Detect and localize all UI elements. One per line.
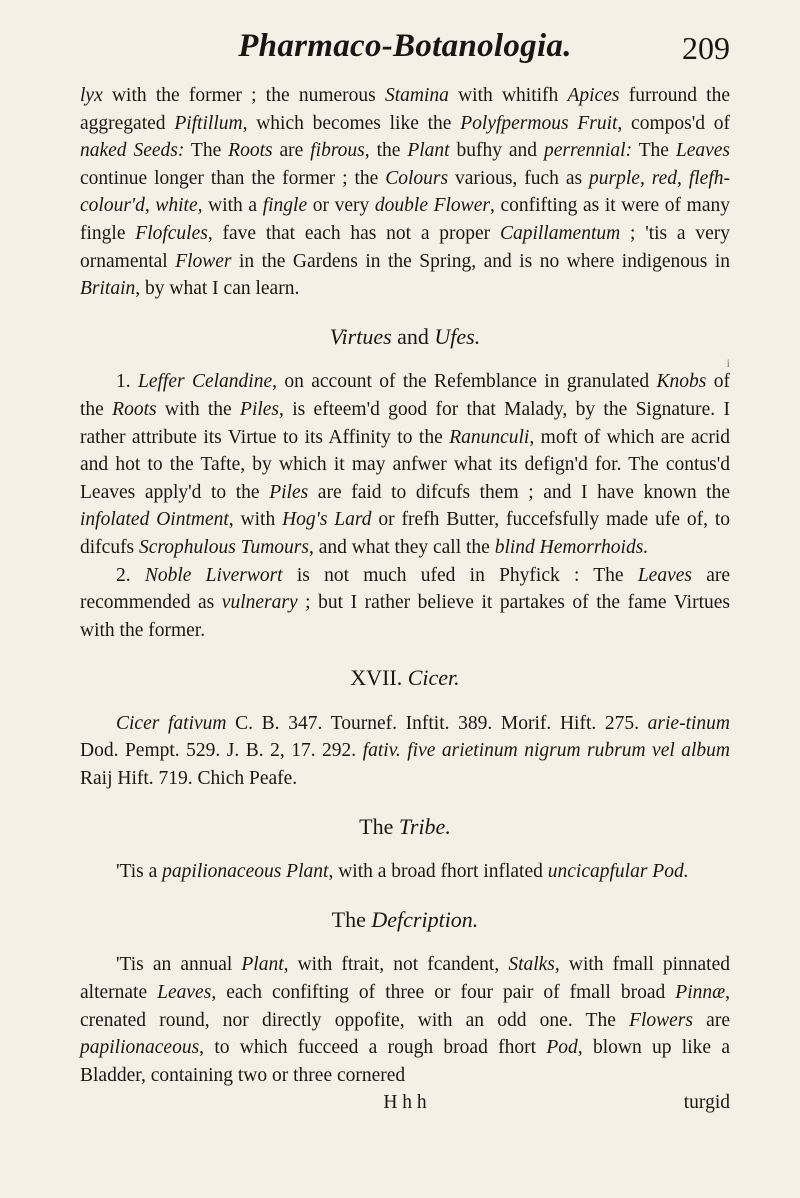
paragraph-virtue-1: 1. Leffer Celandine, on account of the Refemblance in granulated Knobs of the Roots with the Piles, is efteem'd good for that Malady, by the Signature. I rather attribute its Virtue to its Affinity to the Ranunculi, moft of which are acrid and hot to the Tafte, by which it may anfwer what its defign'd for. The contus'd Leaves apply'd to the Piles are faid to difcufs them ; and I have known the infolated Ointment, with Hog's Lard or frefh Butter, fuccefsfully made ufe of, to difcufs Scrophulous Tumours, and what they call the blind Hemorrhoids.: [80, 371, 731, 558]
signature-mark: H h h: [383, 1092, 427, 1114]
catchword: turgid: [683, 1092, 730, 1114]
page-number: 209: [682, 30, 730, 66]
paragraph-synonyms: Cicer fativum C. B. 347. Tournef. Inftit. 389. Morif. Hift. 275. arie-tinum Dod. Pempt. 529. J. B. 2, 17. 292. fativ. five arietinum nigrum rubrum vel album Raij Hift. 719. Chich Peafe.: [80, 712, 731, 790]
description-heading: The Defcription.: [331, 906, 479, 932]
paragraph-description: 'Tis an annual Plant, with ftrait, not fcandent, Stalks, with fmall pinnated alternate Leaves, each confifting of three or four pair of fmall broad Pinnæ, crenated round, nor directly oppofite, with an odd one. The Flowers are papilionaceous, to which fucceed a rough broad fhort Pod, blown up like a Bladder, containing two or three cornered: [80, 954, 731, 1086]
running-head: [80, 28, 730, 82]
body-text: [80, 82, 730, 1117]
paragraph-tribe: 'Tis a papilionaceous Plant, with a broad fhort inflated uncicapfular Pod.: [116, 861, 689, 883]
tribe-heading: The Tribe.: [359, 813, 451, 839]
paragraph-virtue-2: 2. Noble Liverwort is not much ufed in Phyfick : The Leaves are recommended as vulnerary ; but I rather believe it partakes of the fame Virtues with the former.: [80, 564, 731, 641]
running-title: Pharmaco-Botanologia.: [238, 28, 572, 64]
cicer-heading: XVII. Cicer.: [350, 665, 460, 691]
footer-line: [80, 1089, 730, 1117]
paragraph-flower-description: lyx with the former ; the numerous Stamina with whitifh Apices furround the aggregated Piftillum, which becomes like the Polyfpermous Fruit, compos'd of naked Seeds: The Roots are fibrous, the Plant bufhy and perrennial: The Leaves continue longer than the former ; the Colours various, fuch as purple, red, flefh-colour'd, white, with a fingle or very double Flower, confifting as it were of many fingle Flofcules, fave that each has not a proper Capillamentum ; 'tis a very ornamental Flower in the Gardens in the Spring, and is no where indigenous in Britain, by what I can learn.: [80, 85, 731, 300]
virtues-heading: Virtues and Ufes.: [329, 323, 481, 349]
stray-print-mark: i: [726, 356, 730, 371]
